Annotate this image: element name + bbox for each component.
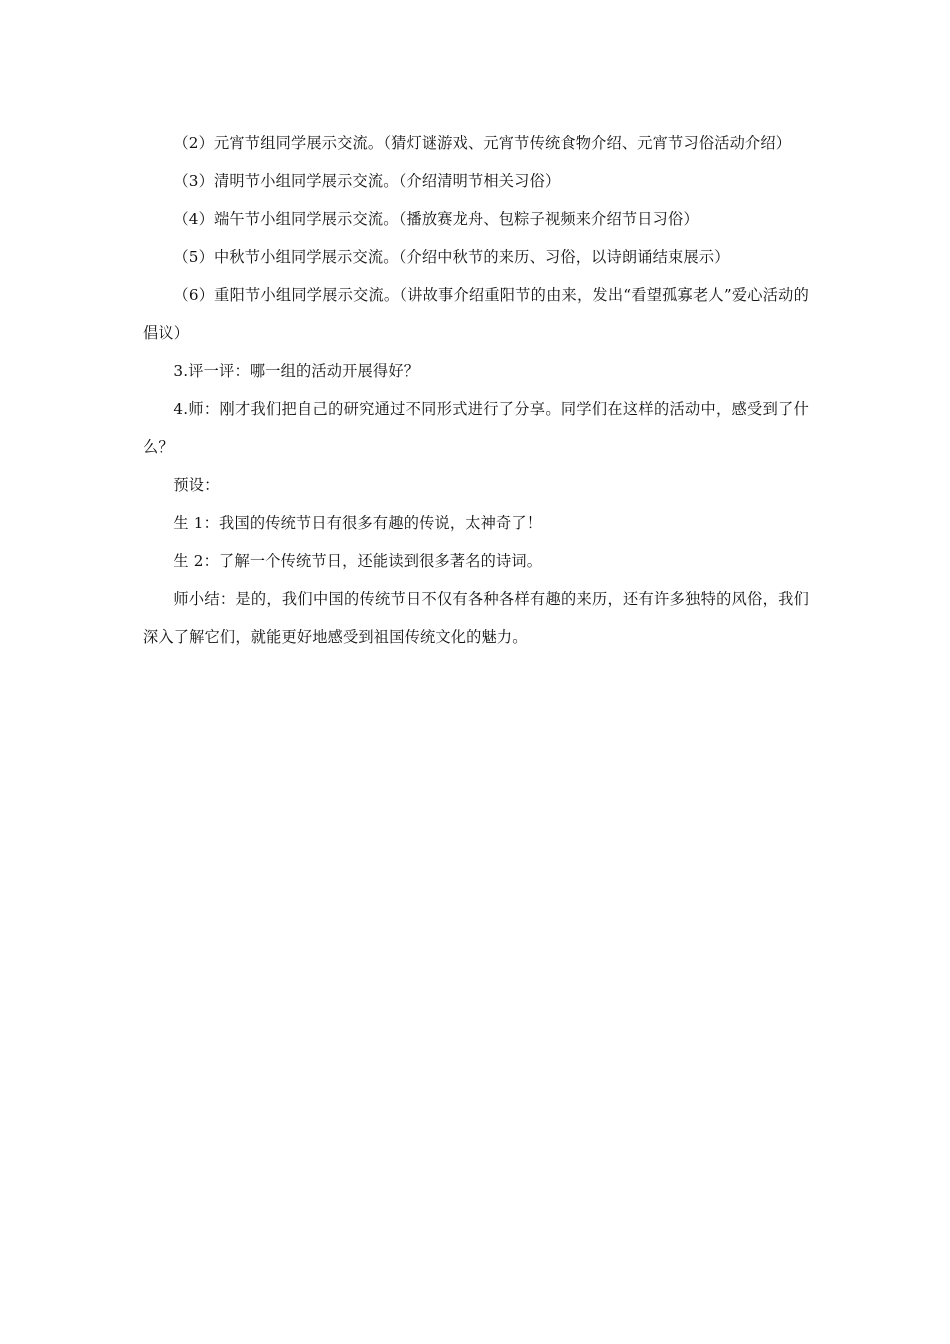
paragraph-zhongqiu-group: （5）中秋节小组同学展示交流。（介绍中秋节的来历、习俗，以诗朗诵结束展示） [173, 248, 730, 266]
paragraph-qingming-group: （3）清明节小组同学展示交流。（介绍清明节相关习俗） [173, 172, 561, 190]
paragraph-duanwu-group: （4）端午节小组同学展示交流。（播放赛龙舟、包粽子视频来介绍节日习俗） [173, 210, 699, 228]
paragraph-teacher-question: 4.师：刚才我们把自己的研究通过不同形式进行了分享。同学们在这样的活动中，感受到了什么？ [143, 400, 809, 456]
paragraph-student-1: 生 1：我国的传统节日有很多有趣的传说，太神奇了！ [173, 514, 543, 532]
document-body [143, 124, 809, 656]
paragraph-teacher-summary: 师小结：是的，我们中国的传统节日不仅有各种各样有趣的来历，还有许多独特的风俗，我们深入了解它们，就能更好地感受到祖国传统文化的魅力。 [143, 590, 809, 646]
paragraph-preset: 预设： [173, 476, 220, 494]
paragraph-evaluate: 3.评一评：哪一组的活动开展得好？ [173, 362, 420, 380]
paragraph-yuanxiao-group: （2）元宵节组同学展示交流。（猜灯谜游戏、元宵节传统食物介绍、元宵节习俗活动介绍） [173, 134, 792, 152]
paragraph-chongyang-group: （6）重阳节小组同学展示交流。（讲故事介绍重阳节的由来，发出“看望孤寡老人”爱心活动的倡议） [143, 286, 809, 342]
paragraph-student-2: 生 2：了解一个传统节日，还能读到很多著名的诗词。 [173, 552, 543, 570]
